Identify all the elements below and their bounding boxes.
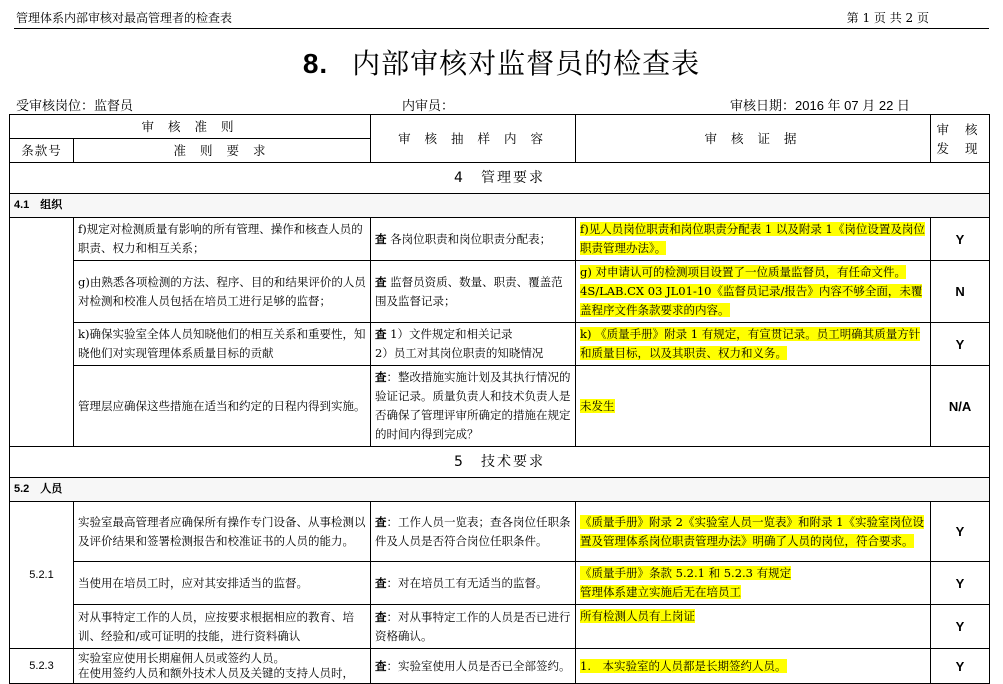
header-requirement: 准 则 要 求 [74, 139, 371, 163]
header-finding: 审 核 发 现 [931, 115, 990, 163]
evidence-cell: 所有检测人员有上岗证 [576, 605, 931, 649]
subsection-organization: 4.1 组织 [10, 194, 990, 218]
sample-cell: 查：对在培员工有无适当的监督。 [371, 562, 576, 605]
header-clause-no: 条款号 [10, 139, 74, 163]
table-row [10, 605, 990, 649]
evidence-cell: k) 《质量手册》附录 1 有规定，有宣贯记录。员工明确其质量方针和质量目标，以及其职责、权力和义务。 [576, 323, 931, 366]
evidence-cell: 《质量手册》条款 5.2.1 和 5.2.3 有规定 管理体系建立实施后无在培员工 [576, 562, 931, 605]
table-row [10, 502, 990, 562]
audit-date [730, 95, 910, 114]
finding-cell: Y [931, 562, 990, 605]
evidence-cell: f)见人员岗位职责和岗位职责分配表 1 以及附录 1《岗位设置及岗位职责管理办法》。 [576, 218, 931, 261]
sample-cell: 查：实验室使用人员是否已全部签约。 [371, 649, 576, 684]
sample-cell: 查 各岗位职责和岗位职责分配表； [371, 218, 576, 261]
audit-checklist-table [9, 114, 990, 684]
clause-number: 5.2.1 [10, 502, 74, 649]
page-indicator: 第 1 页 共 2 页 [846, 11, 929, 25]
evidence-cell: 1. 本实验室的人员都是长期签约人员。 [576, 649, 931, 684]
requirement-cell: 实验室应使用长期雇佣人员或签约人员。 在使用签约人员和额外技术人员及关键的支持人员时， [74, 649, 371, 684]
requirement-cell: 对从事特定工作的人员，应按要求根据相应的教育、培训、经验和/或可证明的技能，进行资料确认 [74, 605, 371, 649]
header-criteria: 审 核 准 则 [10, 115, 371, 139]
audit-date-label: 审核日期： [730, 99, 796, 114]
clause-number: 5.2.3 [10, 649, 74, 684]
evidence-cell: 《质量手册》附录 2《实验室人员一览表》和附录 1《实验室岗位设置及管理体系岗位职责管理办法》明确了人员的岗位，符合要求。 [576, 502, 931, 562]
header-sample: 审 核 抽 样 内 容 [371, 115, 576, 163]
audited-position: 受审核岗位：监督员 [16, 99, 134, 114]
sample-cell: 查：整改措施实施计划及其执行情况的验证记录。质量负责人和技术负责人是否确保了管理评审所确定的措施在规定的时间内得到完成？ [371, 366, 576, 447]
finding-cell: Y [931, 502, 990, 562]
subsection-personnel: 5.2 人员 [10, 478, 990, 502]
table-row [10, 649, 990, 684]
finding-cell: Y [931, 605, 990, 649]
requirement-cell: f)规定对检测质量有影响的所有管理、操作和核查人员的职责、权力和相互关系； [74, 218, 371, 261]
table-row [10, 366, 990, 447]
requirement-cell: 当使用在培员工时，应对其安排适当的监督。 [74, 562, 371, 605]
sample-cell: 查：对从事特定工作的人员是否已进行资格确认。 [371, 605, 576, 649]
finding-cell: Y [931, 323, 990, 366]
section-title-technical: 5 技术要求 [10, 447, 990, 478]
section-title-management: 4 管理要求 [10, 163, 990, 194]
evidence-cell: g) 对申请认可的检测项目设置了一位质量监督员，有任命文件。4S/LAB.CX 03 JL01-10《监督员记录/报告》内容不够全面，未覆盖程序文件条款要求的内容。 [576, 261, 931, 323]
sample-cell: 查 监督员资质、数量、职责、覆盖范围及监督记录； [371, 261, 576, 323]
table-row [10, 261, 990, 323]
page-title [0, 42, 1003, 82]
header-evidence: 审 核 证 据 [576, 115, 931, 163]
finding-cell: Y [931, 218, 990, 261]
requirement-cell: 实验室最高管理者应确保所有操作专门设备、从事检测以及评价结果和签署检测报告和校准证书的人员的能力。 [74, 502, 371, 562]
requirement-cell: g)由熟悉各项检测的方法、程序、目的和结果评价的人员对检测和校准人员包括在培员工进行足够的监督； [74, 261, 371, 323]
finding-cell: N/A [931, 366, 990, 447]
audit-date-value: 2016 年 07 月 22 日 [795, 98, 910, 113]
table-row [10, 323, 990, 366]
sample-cell: 查 1）文件规定和相关记录 2）员工对其岗位职责的知晓情况 [371, 323, 576, 366]
finding-cell: Y [931, 649, 990, 684]
clause-cell-empty [10, 218, 74, 447]
evidence-cell: 未发生 [576, 366, 931, 447]
title-text: 内部审核对监督员的检查表 [352, 47, 701, 80]
sample-cell: 查：工作人员一览表；查各岗位任职条件及人员是否符合岗位任职条件。 [371, 502, 576, 562]
header-divider [14, 28, 989, 29]
table-row [10, 562, 990, 605]
requirement-cell: k)确保实验室全体人员知晓他们的相互关系和重要性，知晓他们对实现管理体系质量目标的贡献 [74, 323, 371, 366]
doc-header-title: 管理体系内部审核对最高管理者的检查表 [16, 11, 233, 25]
table-row [10, 218, 990, 261]
auditor-label: 内审员： [402, 99, 455, 114]
title-number: 8. [302, 48, 329, 79]
finding-cell: N [931, 261, 990, 323]
requirement-cell: 管理层应确保这些措施在适当和约定的日程内得到实施。 [74, 366, 371, 447]
